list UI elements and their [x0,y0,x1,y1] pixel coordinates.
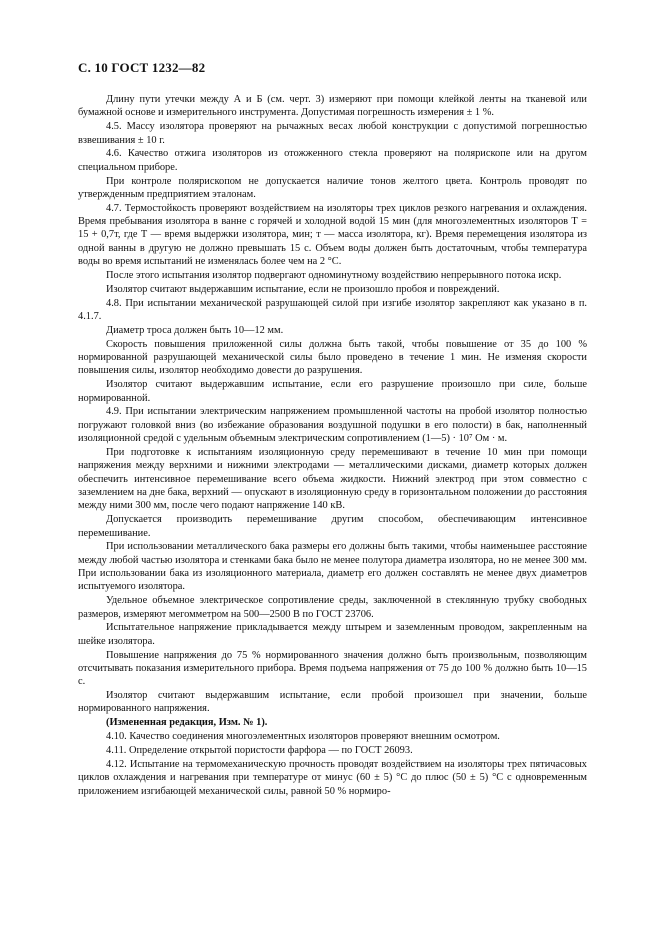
paragraph-passed-mechanical: Изолятор считают выдержавшим испытание, если его разрушение произошло при силе, больше нормированной. [78,379,587,404]
paragraph-4-10: 4.10. Качество соединения многоэлементных изоляторов проверяют внешним осмотром. [106,731,500,743]
paragraph-4-9: 4.9. При испытании электрическим напряжением промышленной частоты на пробой изолятор полностью погружают головкой вниз (во избежание образования воздушной подушки в его полости) в бак, наполненный изоляционной средой с удельным объемным электрическим сопротивлением (1—5) · 10⁷ Ом · м. [78,406,587,445]
paragraph-4-12: 4.12. Испытание на термомеханическую прочность проводят воздействием на изоляторы трех пятичасовых циклов охлаждения и нагревания при температуре от минус (60 ± 5) °С до плюс (50 ± 5) °С с одновременным приложением изгибающей механической силы, равной 50 % нормиро- [78,758,587,797]
paragraph-leakage-path: Длину пути утечки между А и Б (см. черт. 3) измеряют при помощи клейкой ленты на тканевой или бумажной основе и измерительного инструмента. Допустимая погрешность измерения ± 1 %. [78,94,587,119]
page-header: С. 10 ГОСТ 1232—82 [78,60,206,75]
paragraph-medium-mixing: При подготовке к испытаниям изоляционную среду перемешивают в течение 10 мин при помощи напряжения между верхними и нижними электродами — металлическими дисками, диаметр которых должен обеспечить интенсивное перемешивание всего объема жидкости. Нижний электрод при этом совместно с заземлением на дне бака, верхний — опускают в изоляционную среду в горизонтальном положении до расстояния между ними 300 мм, после чего подают напряжение 140 кВ. [78,446,587,512]
paragraph-tank-size: При использовании металлического бака размеры его должны быть такими, чтобы наименьшее расстояние между любой частью изолятора и стенками бака было не менее полутора диаметра изолятора, но не менее 300 мм. При использовании бака из изоляционного материала, диаметр его должен составлять не менее двух диаметров испытуемого изолятора. [78,541,587,593]
paragraph-polariscope-control: При контроле полярископом не допускается наличие тонов желтого цвета. Контроль проводят по утвержденным предприятием эталонам. [78,175,587,200]
paragraph-passed-electrical: Изолятор считают выдержавшим испытание, если пробой произошел при значении, больше нормированного напряжения. [78,690,587,715]
paragraph-4-11: 4.11. Определение открытой пористости фарфора — по ГОСТ 26093. [106,745,413,756]
document-body [78,93,587,798]
paragraph-test-voltage: Испытательное напряжение прикладывается между штырем и заземленным проводом, закрепленным на шейке изолятора. [78,622,587,647]
paragraph-spark-test: После этого испытания изолятор подвергают одноминутному воздействию непрерывного потока искр. [106,269,562,281]
paragraph-resistivity: Удельное объемное электрическое сопротивление среды, заключенной в стеклянную трубку свободных размеров, измеряют мегомметром на 500—2500 В по ГОСТ 23706. [78,595,587,620]
paragraph-passed-no-breakdown: Изолятор считают выдержавшим испытание, если не произошло пробоя и повреждений. [106,283,500,295]
paragraph-cable-diameter: Диаметр троса должен быть 10—12 мм. [106,324,284,336]
paragraph-4-6: 4.6. Качество отжига изоляторов из отожженного стекла проверяют на полярископе или на другом специальном приборе. [78,148,587,173]
paragraph-amendment-note: (Измененная редакция, Изм. № 1). [106,717,268,729]
paragraph-4-7: 4.7. Термостойкость проверяют воздействием на изоляторы трех циклов резкого нагревания и охлаждения. Время пребывания изолятора в ванне с горячей и холодной водой 15 мин (для многоэлементных изоляторов Т = 15 + 0,7т, где Т — время выдержки изолятора, мин; т — масса изолятора, кг). Время перемещения изолятора из одной ванны в другую не должно превышать 15 с. Объем воды должен быть достаточным, чтобы температура воды во время испытаний не изменялась более чем на 2 °С. [78,202,587,268]
paragraph-4-8: 4.8. При испытании механической разрушающей силой при изгибе изолятор закрепляют как указано в п. 4.1.7. [78,297,587,322]
paragraph-force-rate: Скорость повышения приложенной силы должна быть такой, чтобы повышение от 35 до 100 % нормированной разрушающей механической силы было проведено в течение 1 мин. Не изменяя скорости повышения силы, изолятор необходимо довести до разрушения. [78,338,587,377]
paragraph-voltage-rise: Повышение напряжения до 75 % нормированного значения должно быть произвольным, позволяющим отсчитывать показания измерительного прибора. Время подъема напряжения от 75 до 100 % должно быть 10—15 с. [78,649,587,688]
paragraph-alt-mixing: Допускается производить перемешивание другим способом, обеспечивающим интенсивное перемешивание. [78,514,587,539]
paragraph-4-5: 4.5. Массу изолятора проверяют на рычажных весах любой конструкции с допустимой погрешностью взвешивания ± 10 г. [78,121,587,146]
